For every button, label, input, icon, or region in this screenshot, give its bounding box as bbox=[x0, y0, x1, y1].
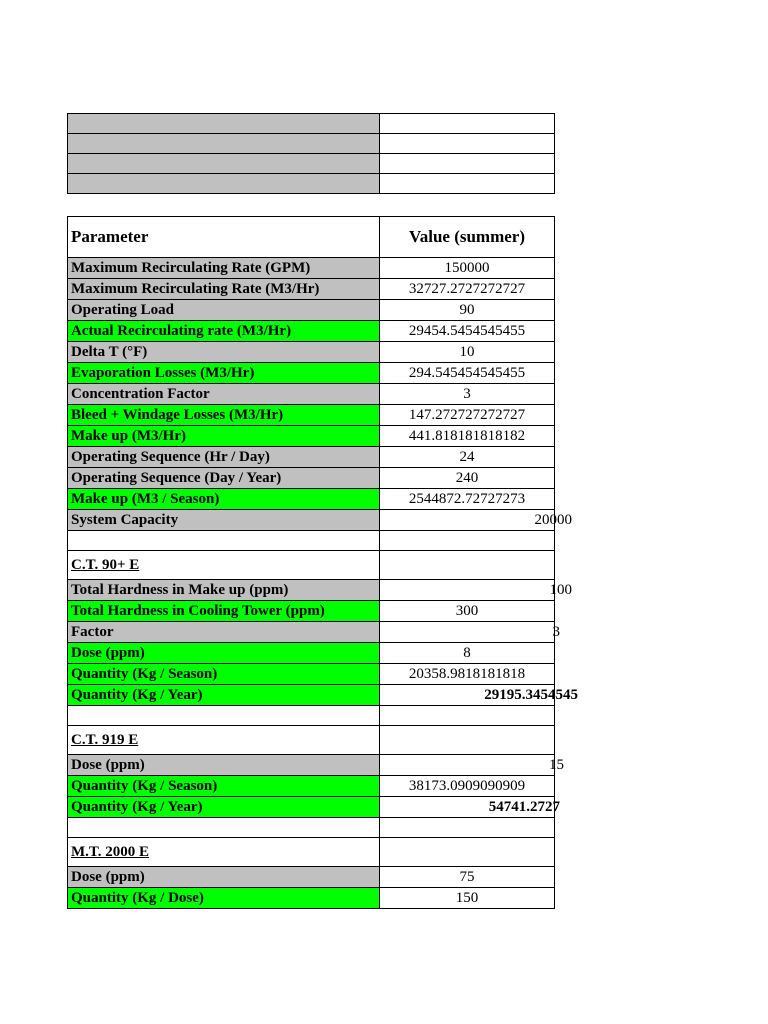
blank-cell[interactable] bbox=[380, 154, 555, 174]
table-row bbox=[68, 114, 555, 134]
table-row bbox=[68, 426, 555, 447]
param-value-text: 29195.3454545 bbox=[484, 687, 578, 703]
param-value[interactable]: 441.818181818182 bbox=[380, 426, 555, 447]
param-label[interactable]: Operating Load bbox=[68, 300, 380, 321]
param-label[interactable]: Dose (ppm) bbox=[68, 867, 380, 888]
param-value[interactable]: 90 bbox=[380, 300, 555, 321]
param-value[interactable]: 150 bbox=[380, 888, 555, 909]
param-value[interactable]: 240 bbox=[380, 468, 555, 489]
param-value-text: 15 bbox=[549, 757, 564, 773]
section-title[interactable]: M.T. 2000 E bbox=[68, 838, 380, 867]
table-row bbox=[68, 867, 555, 888]
param-value[interactable]: 38173.0909090909 bbox=[380, 776, 555, 797]
table-row bbox=[68, 510, 555, 531]
blank-cell[interactable] bbox=[68, 134, 380, 154]
table-row bbox=[68, 174, 555, 194]
table-row bbox=[68, 134, 555, 154]
top-blank-table bbox=[67, 113, 555, 194]
blank-cell[interactable] bbox=[68, 706, 380, 726]
param-label[interactable]: Bleed + Windage Losses (M3/Hr) bbox=[68, 405, 380, 426]
section-header-row bbox=[68, 551, 555, 580]
table-row bbox=[68, 154, 555, 174]
param-label[interactable]: Operating Sequence (Hr / Day) bbox=[68, 447, 380, 468]
param-value[interactable] bbox=[380, 622, 560, 643]
param-label[interactable]: Delta T (°F) bbox=[68, 342, 380, 363]
table-row bbox=[68, 300, 555, 321]
table-row bbox=[68, 888, 555, 909]
section-header-row bbox=[68, 726, 555, 755]
section-title[interactable]: C.T. 90+ E bbox=[68, 551, 380, 580]
param-value[interactable]: 300 bbox=[380, 601, 555, 622]
table-row bbox=[68, 622, 555, 643]
param-label[interactable]: Make up (M3/Hr) bbox=[68, 426, 380, 447]
param-value[interactable]: 24 bbox=[380, 447, 555, 468]
table-row bbox=[68, 685, 555, 706]
param-value[interactable]: 147.272727272727 bbox=[380, 405, 555, 426]
param-value[interactable]: 32727.2727272727 bbox=[380, 279, 555, 300]
table-row bbox=[68, 643, 555, 664]
table-row bbox=[68, 342, 555, 363]
table-row bbox=[68, 405, 555, 426]
table-row bbox=[68, 755, 555, 776]
param-label[interactable]: Quantity (Kg / Year) bbox=[68, 685, 380, 706]
blank-cell[interactable] bbox=[68, 114, 380, 134]
blank-cell[interactable] bbox=[380, 134, 555, 154]
parameter-header[interactable]: Parameter bbox=[68, 217, 380, 258]
table-row bbox=[68, 580, 555, 601]
param-value[interactable] bbox=[380, 580, 572, 601]
table-row bbox=[68, 363, 555, 384]
param-label[interactable]: Make up (M3 / Season) bbox=[68, 489, 380, 510]
table-row bbox=[68, 601, 555, 622]
value-header[interactable]: Value (summer) bbox=[380, 217, 555, 258]
param-value[interactable] bbox=[380, 685, 578, 706]
param-label[interactable]: Quantity (Kg / Year) bbox=[68, 797, 380, 818]
param-value[interactable] bbox=[380, 510, 572, 531]
param-label[interactable]: Operating Sequence (Day / Year) bbox=[68, 468, 380, 489]
param-value[interactable]: 150000 bbox=[380, 258, 555, 279]
param-label[interactable]: Quantity (Kg / Season) bbox=[68, 664, 380, 685]
table-row bbox=[68, 384, 555, 405]
param-value-text: 20000 bbox=[534, 512, 572, 528]
blank-cell[interactable] bbox=[380, 174, 555, 194]
blank-row bbox=[68, 706, 555, 726]
param-value-text: 3 bbox=[552, 624, 560, 640]
spreadsheet-view bbox=[67, 113, 578, 933]
table-row bbox=[68, 468, 555, 489]
table-row bbox=[68, 664, 555, 685]
param-label[interactable]: Factor bbox=[68, 622, 380, 643]
param-label[interactable]: Dose (ppm) bbox=[68, 643, 380, 664]
param-value-text: 54741.2727 bbox=[488, 799, 560, 815]
param-value[interactable]: 2544872.72727273 bbox=[380, 489, 555, 510]
param-label[interactable]: Evaporation Losses (M3/Hr) bbox=[68, 363, 380, 384]
table-row bbox=[68, 321, 555, 342]
param-value[interactable] bbox=[380, 755, 564, 776]
blank-cell[interactable] bbox=[380, 551, 555, 580]
param-label[interactable]: Total Hardness in Make up (ppm) bbox=[68, 580, 380, 601]
param-label[interactable]: System Capacity bbox=[68, 510, 380, 531]
blank-cell[interactable] bbox=[380, 818, 555, 838]
blank-cell[interactable] bbox=[380, 726, 555, 755]
param-label[interactable]: Quantity (Kg / Dose) bbox=[68, 888, 380, 909]
param-value[interactable]: 10 bbox=[380, 342, 555, 363]
param-label[interactable]: Dose (ppm) bbox=[68, 755, 380, 776]
section-title[interactable]: C.T. 919 E bbox=[68, 726, 380, 755]
table-row bbox=[68, 797, 555, 818]
blank-cell[interactable] bbox=[68, 818, 380, 838]
param-label[interactable]: Maximum Recirculating Rate (M3/Hr) bbox=[68, 279, 380, 300]
table-row bbox=[68, 447, 555, 468]
param-label[interactable]: Total Hardness in Cooling Tower (ppm) bbox=[68, 601, 380, 622]
blank-cell[interactable] bbox=[380, 531, 555, 551]
table-row bbox=[68, 279, 555, 300]
param-value[interactable] bbox=[380, 797, 560, 818]
param-value[interactable]: 29454.5454545455 bbox=[380, 321, 555, 342]
param-value[interactable]: 20358.9818181818 bbox=[380, 664, 555, 685]
param-value-text: 100 bbox=[549, 582, 572, 598]
table-row bbox=[68, 258, 555, 279]
blank-row bbox=[68, 818, 555, 838]
table-header-row bbox=[68, 217, 555, 258]
param-value[interactable]: 294.545454545455 bbox=[380, 363, 555, 384]
blank-cell[interactable] bbox=[68, 174, 380, 194]
blank-cell[interactable] bbox=[68, 154, 380, 174]
blank-row bbox=[68, 531, 555, 551]
param-label[interactable]: Concentration Factor bbox=[68, 384, 380, 405]
blank-cell[interactable] bbox=[380, 706, 555, 726]
section-header-row bbox=[68, 838, 555, 867]
param-value[interactable]: 8 bbox=[380, 643, 555, 664]
blank-cell[interactable] bbox=[68, 531, 380, 551]
param-label[interactable]: Quantity (Kg / Season) bbox=[68, 776, 380, 797]
parameter-table bbox=[67, 216, 578, 909]
blank-cell[interactable] bbox=[380, 838, 555, 867]
param-label[interactable]: Maximum Recirculating Rate (GPM) bbox=[68, 258, 380, 279]
table-row bbox=[68, 776, 555, 797]
blank-cell[interactable] bbox=[380, 114, 555, 134]
param-label[interactable]: Actual Recirculating rate (M3/Hr) bbox=[68, 321, 380, 342]
table-row bbox=[68, 489, 555, 510]
param-value[interactable]: 3 bbox=[380, 384, 555, 405]
param-value[interactable]: 75 bbox=[380, 867, 555, 888]
